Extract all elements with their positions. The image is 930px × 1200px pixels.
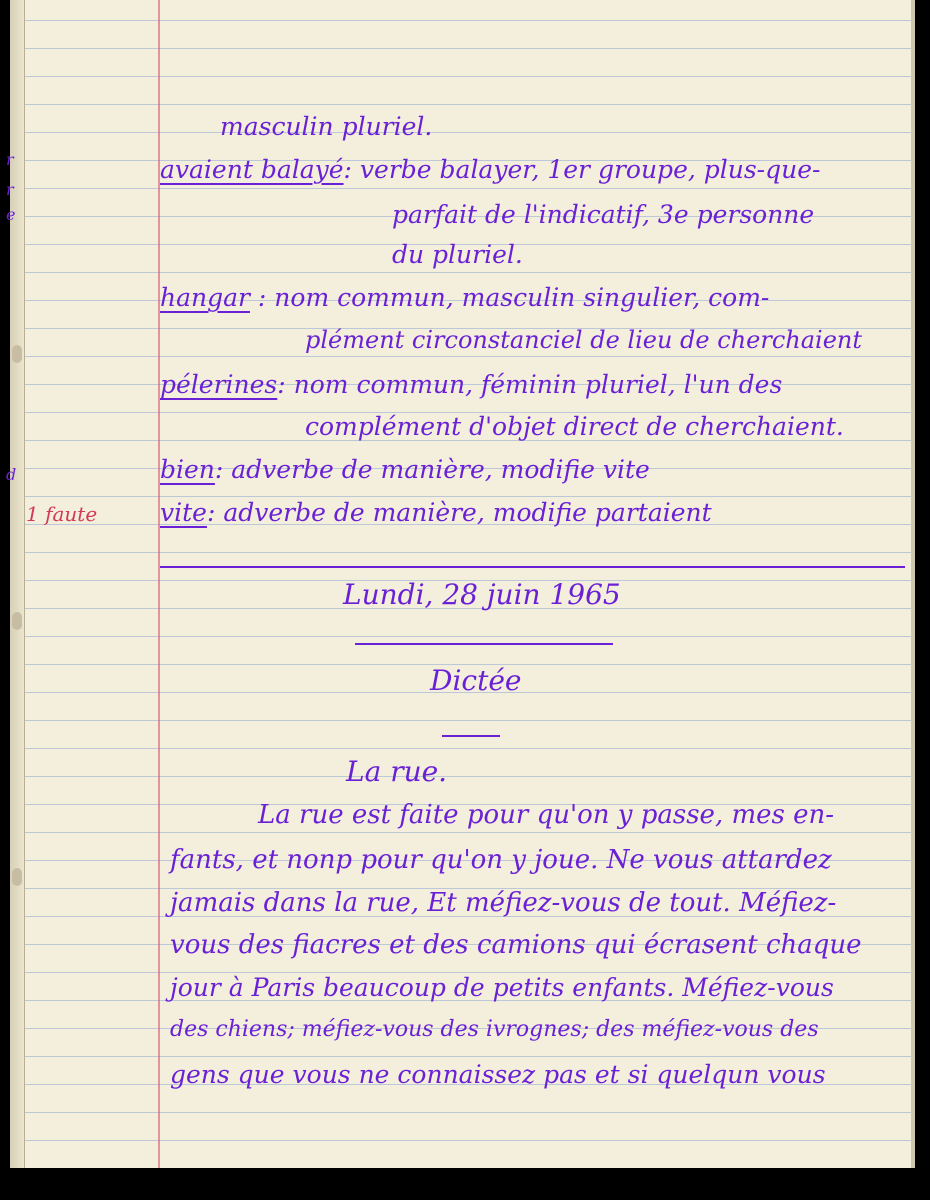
margin-correction-note: 1 faute <box>26 502 98 526</box>
analysis-term: hangar <box>160 283 250 312</box>
date-underline <box>355 643 613 645</box>
section-divider <box>160 566 905 568</box>
analysis-definition: : nom commun, masculin singulier, com- <box>249 283 770 312</box>
dictation-line: La rue est faite pour qu'on y passe, mes en- <box>258 800 835 830</box>
heading-dash <box>442 735 500 737</box>
analysis-term: vite <box>160 498 207 527</box>
dictation-line: jour à Paris beaucoup de petits enfants. Méfiez-vous <box>170 973 834 1002</box>
text-line: masculin pluriel. <box>220 112 433 141</box>
analysis-term: pélerines <box>160 370 278 399</box>
analysis-definition: : nom commun, féminin pluriel, l'un des <box>277 370 783 399</box>
analysis-entry <box>160 370 782 399</box>
binding-hole <box>12 868 22 886</box>
text-line: plément circonstanciel de lieu de cherchaient <box>305 326 863 354</box>
page-edge <box>911 0 915 1168</box>
text-line: du pluriel. <box>392 240 523 269</box>
margin-mark: r <box>6 150 14 169</box>
dictation-line: jamais dans la rue, Et méfiez-vous de tout. Méfiez- <box>170 888 837 918</box>
analysis-entry <box>160 283 769 312</box>
dictation-line: gens que vous ne connaissez pas et si quelqun vous <box>170 1060 826 1089</box>
analysis-definition: : verbe balayer, 1er groupe, plus-que- <box>343 155 821 184</box>
text-line: complément d'objet direct de cherchaient. <box>305 412 844 441</box>
margin-mark: d <box>6 465 17 484</box>
analysis-entry <box>160 155 820 184</box>
analysis-definition: : adverbe de manière, modifie vite <box>214 455 650 484</box>
margin-mark: r <box>6 180 14 199</box>
dictation-line: des chiens; méfiez-vous des ivrognes; des méfiez-vous des <box>170 1017 819 1042</box>
notebook-page <box>6 0 915 1168</box>
analysis-definition: : adverbe de manière, modifie partaient <box>206 498 712 527</box>
page-binding <box>10 0 25 1168</box>
analysis-entry <box>160 455 650 484</box>
subject-heading: Dictée <box>430 664 522 697</box>
binding-hole <box>12 345 22 363</box>
margin-mark: e <box>6 205 16 224</box>
analysis-term: bien <box>160 455 215 484</box>
dictation-title: La rue. <box>346 755 448 788</box>
dictation-line: vous des fiacres et des camions qui écrasent chaque <box>170 930 862 960</box>
analysis-entry <box>160 498 712 527</box>
binding-hole <box>12 612 22 630</box>
date-heading: Lundi, 28 juin 1965 <box>343 578 621 611</box>
text-line: parfait de l'indicatif, 3e personne <box>392 200 815 229</box>
dictation-line: fants, et nonp pour qu'on y joue. Ne vous attardez <box>170 845 832 875</box>
analysis-term: avaient balayé <box>160 155 344 184</box>
